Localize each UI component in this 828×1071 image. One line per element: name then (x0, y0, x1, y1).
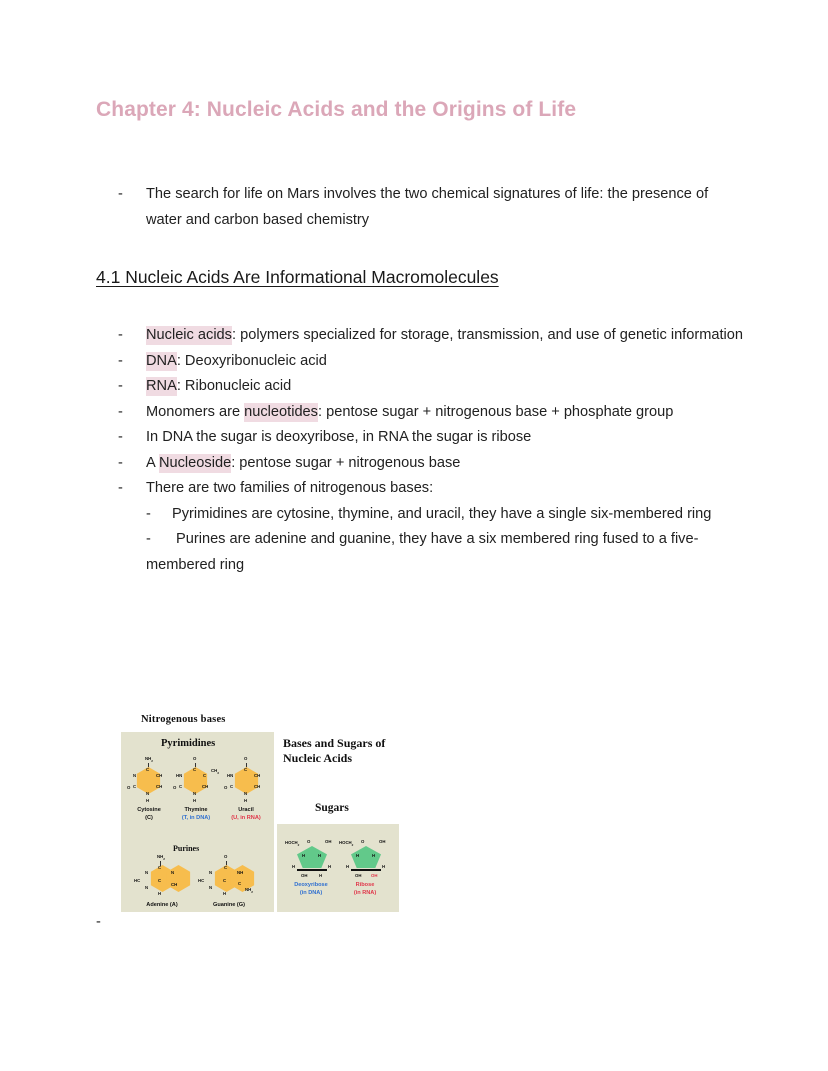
molecule-name: Uracil (238, 807, 254, 813)
atom-label: O (173, 785, 177, 790)
atom-label: H (318, 853, 322, 858)
atom-label: H (328, 864, 332, 869)
atom-label: OH (379, 839, 386, 844)
list-item (96, 425, 746, 451)
molecule-deoxyribose (285, 834, 337, 894)
atom-label: N (146, 791, 150, 796)
molecule-name: Ribose (355, 882, 375, 888)
list-item-rest: : Ribonucleic acid (176, 378, 292, 394)
atom-label: H (158, 891, 162, 896)
list-item (96, 182, 746, 233)
highlight-term: Nucleic acids (146, 327, 232, 343)
atom-label: C (224, 865, 228, 870)
figure-main-title-text: Bases and Sugars of Nucleic Acids (283, 736, 386, 765)
molecule-uracil (224, 756, 270, 821)
atom-label: H (319, 873, 323, 878)
list-item (96, 323, 746, 349)
atom-label: CH (156, 784, 163, 789)
atom-label: $NH_2$ (145, 756, 153, 763)
atom-label: OH (371, 873, 378, 878)
atom-label: N (145, 870, 149, 875)
atom-label: C (230, 784, 234, 789)
bullet-dash: - (118, 378, 123, 394)
page-title: Chapter 4: Nucleic Acids and the Origins of Life (96, 98, 577, 121)
atom-label: C (158, 865, 162, 870)
molecule-name: Thymine (184, 807, 208, 813)
atom-label: N (133, 773, 137, 778)
atom-label: C (223, 878, 227, 883)
atom-label: HN (176, 773, 183, 778)
atom-label: CH (254, 773, 261, 778)
molecule-subname: (U, in RNA) (231, 815, 261, 821)
molecule-name: Guanine (G) (212, 902, 245, 908)
atom-label: NH (237, 870, 244, 875)
molecule-subname: (in DNA) (299, 890, 323, 896)
bullet-dash: - (118, 327, 123, 343)
atom-label: N (171, 870, 175, 875)
atom-label: $CH_3$ (211, 768, 219, 775)
atom-label: OH (301, 873, 308, 878)
atom-label: N (209, 885, 213, 890)
bullet-dash: - (118, 454, 123, 471)
atom-label: C (203, 773, 207, 778)
list-item (96, 374, 746, 400)
atom-label: $HOCH_2$ (285, 840, 300, 847)
molecule-adenine (131, 854, 193, 908)
figure-bases-panel (121, 732, 274, 912)
list-item (96, 400, 746, 426)
figure-pyrimidines-label: Pyrimidines (161, 738, 216, 749)
molecule-subname: (C) (145, 815, 153, 821)
sub-bullet-dash: - (146, 531, 151, 547)
list-item (96, 349, 746, 375)
bullet-dash: - (118, 352, 123, 369)
list-item-text (146, 451, 746, 477)
bullet-dash: - (118, 186, 123, 202)
atom-label: OH (355, 873, 362, 878)
atom-label: N (145, 885, 149, 890)
figure-sugars-panel (277, 824, 399, 912)
atom-label: N (193, 791, 197, 796)
sub-list-item (96, 527, 746, 578)
atom-label: C (193, 767, 197, 772)
highlight-term: DNA (146, 352, 177, 369)
atom-label: H (193, 798, 197, 803)
atom-label: CH (254, 784, 261, 789)
list-item-text (146, 374, 746, 400)
molecule-ribose (339, 834, 391, 894)
list-item-text (146, 349, 746, 375)
atom-label: CH (202, 784, 209, 789)
bond (297, 869, 327, 871)
sub-bullet-dash: - (146, 505, 151, 522)
highlight-term: Nucleoside (158, 454, 232, 471)
atom-label: HC (198, 878, 205, 883)
atom-label: H (346, 864, 350, 869)
list-item-pre: A (146, 454, 159, 471)
atom-label: H (356, 853, 360, 858)
atom-label: O (307, 839, 311, 844)
atom-label: H (244, 798, 248, 803)
atom-label: $NH_2$ (245, 887, 253, 894)
figure-purines-label: Purines (173, 844, 200, 853)
list-item-pre: Monomers are (146, 403, 245, 420)
molecule-guanine (197, 854, 263, 908)
list-item-rest: : pentose sugar + nitrogenous base (231, 454, 461, 471)
molecule-name: Deoxyribose (294, 882, 328, 888)
list-item-text: The search for life on Mars involves the two chemical signatures of life: the presence of water and carbon based chemistry (146, 186, 709, 228)
molecule-thymine (173, 756, 221, 821)
atom-label: C (133, 784, 137, 789)
atom-label: H (372, 853, 376, 858)
main-bullet-list (96, 323, 746, 578)
atom-label: CH (171, 882, 178, 887)
atom-label: O (224, 785, 228, 790)
list-item-rest: : Deoxyribonucleic acid (176, 352, 327, 369)
atom-label: OH (325, 839, 332, 844)
atom-label: $NH_2$ (157, 854, 165, 861)
atom-label: H (302, 853, 306, 858)
atom-label: $HOCH_2$ (339, 840, 354, 847)
figure-sugars-label: Sugars (315, 802, 349, 814)
figure-main-title (283, 736, 401, 766)
atom-label: C (158, 878, 162, 883)
atom-label: CH (156, 773, 163, 778)
trailing-bullet-dash: - (96, 914, 101, 930)
figure-nitrogenous-bases-title: Nitrogenous bases (141, 714, 226, 725)
molecule-name: Adenine (A) (146, 902, 178, 908)
atom-label: H (223, 891, 227, 896)
document-body (96, 182, 746, 578)
list-item-rest: : polymers specialized for storage, transmission, and use of genetic information (231, 327, 744, 343)
molecule-name: Cytosine (137, 807, 161, 813)
atom-label: O (361, 839, 365, 844)
list-item-rest: : pentose sugar + nitrogenous base + phosphate group (317, 403, 674, 420)
atom-label: HN (227, 773, 234, 778)
atom-label: O (244, 756, 248, 761)
molecule-cytosine (127, 756, 171, 821)
atom-label: N (209, 870, 213, 875)
molecule-subname: (in RNA) (353, 890, 377, 896)
highlight-term: RNA (146, 378, 177, 394)
list-item-text: There are two families of nitrogenous bases: (146, 480, 434, 496)
sub-list-item (96, 502, 746, 528)
atom-label: C (146, 767, 150, 772)
atom-label: H (292, 864, 296, 869)
atom-label: N (244, 791, 248, 796)
sub-list-item-text: Purines are adenine and guanine, they have a six membered ring fused to a five-membered ring (146, 531, 699, 573)
list-item-text: In DNA the sugar is deoxyribose, in RNA the sugar is ribose (146, 429, 532, 445)
bond (351, 869, 381, 871)
section-heading: 4.1 Nucleic Acids Are Informational Macromolecules (96, 267, 499, 287)
sub-list-item-text: Pyrimidines are cytosine, thymine, and uracil, they have a single six-membered ring (172, 505, 712, 522)
atom-label: O (127, 785, 131, 790)
atom-label: C (238, 881, 242, 886)
bullet-dash: - (118, 429, 123, 445)
molecule-subname: (T, in DNA) (181, 815, 211, 821)
atom-label: C (179, 784, 183, 789)
list-item (96, 476, 746, 502)
atom-label: H (146, 798, 150, 803)
atom-label: C (244, 767, 248, 772)
bullet-dash: - (118, 403, 123, 420)
list-item-text (146, 323, 746, 349)
list-item (96, 451, 746, 477)
atom-label: HC (134, 878, 141, 883)
atom-label: H (382, 864, 386, 869)
list-item-text (146, 400, 746, 426)
figure-bases-and-sugars (119, 714, 401, 912)
atom-label: O (224, 854, 228, 859)
highlight-term: nucleotides (244, 403, 318, 420)
bullet-dash: - (118, 480, 123, 496)
atom-label: O (193, 756, 197, 761)
